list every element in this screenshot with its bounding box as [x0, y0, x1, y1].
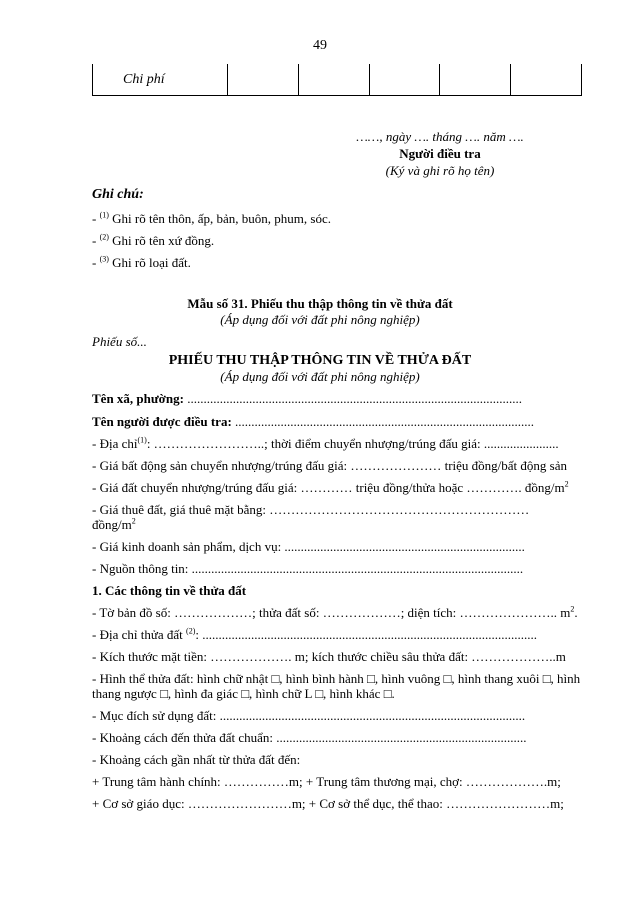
distance-nearest-line: - Khoảng cách gần nhất từ thửa đất đến: — [92, 752, 301, 767]
dimensions-line: - Kích thước mặt tiền: ………………. m; kích thước chiều sâu thửa đất: ………………..m — [92, 649, 566, 664]
note-item: - $^{(1)}$ Ghi rõ tên thôn, ấp, bản, buôn, phum, sóc. — [92, 210, 331, 226]
person-line — [92, 414, 534, 430]
cost-table — [92, 64, 582, 96]
map-sheet-line: - Tờ bản đồ số: ………………; thửa đất số: ………………; diện tích: ………………….. $m^2$. — [92, 604, 578, 620]
person-label: Tên người được điều tra: — [92, 414, 232, 429]
form-subtitle: (Áp dụng đối với đất phi nông nghiệp) — [220, 369, 420, 384]
table-cell-label: Chi phí — [93, 64, 228, 96]
table-cell — [228, 64, 299, 96]
table-cell — [298, 64, 369, 96]
usage-line: - Mục đích sử dụng đất: .............................................................................................. — [92, 708, 526, 723]
section1-title: 1. Các thông tin về thửa đất — [92, 583, 247, 598]
price-land-line: - Giá đất chuyển nhượng/trúng đấu giá: ………… triệu đồng/thửa hoặc …………. đồng/$m^2$ — [92, 479, 569, 495]
table-cell — [511, 64, 582, 96]
page-number: 49 — [313, 38, 327, 53]
table-cell — [369, 64, 440, 96]
notes-title: Ghi chú: — [92, 187, 144, 202]
commune-field: ....................................................................................................... — [183, 391, 522, 406]
signature-date: ……, ngày …. tháng …. năm …. — [356, 129, 524, 144]
form-template-subtitle: (Áp dụng đối với đất phi nông nghiệp) — [220, 312, 420, 327]
table-cell — [440, 64, 511, 96]
shape-line-2: thang ngược □, hình đa giác □, hình chữ L □, hình khác □. — [92, 686, 395, 701]
shape-line-1: - Hình thể thửa đất: hình chữ nhật □, hình bình hành □, hình vuông □, hình thang xuôi □, hình — [92, 671, 581, 686]
commune-label: Tên xã, phường: — [92, 391, 184, 406]
form-template-title: Mẫu số 31. Phiếu thu thập thông tin về thửa đất — [187, 296, 453, 311]
note-item: - $^{(2)}$ Ghi rõ tên xứ đồng. — [92, 232, 215, 248]
distance-standard-line: - Khoảng cách đến thửa đất chuẩn: ............................................................................. — [92, 730, 527, 745]
ticket-number: Phiếu số... — [92, 334, 147, 349]
person-field: ............................................................................................ — [231, 414, 535, 429]
form-title: PHIẾU THU THẬP THÔNG TIN VỀ THỬA ĐẤT — [168, 353, 472, 368]
price-real-estate-line: - Giá bất động sản chuyển nhượng/trúng đấu giá: ………………… triệu đồng/bất động sản — [92, 458, 567, 473]
signature-instruction: (Ký và ghi rõ họ tên) — [385, 163, 495, 178]
rent-price-line: - Giá thuê đất, giá thuê mặt bằng: …………………………………………………… — [92, 502, 530, 517]
education-line: + Cơ sở giáo dục: ……………………m; + Cơ sở thể dục, thể thao: ……………………m; — [92, 796, 564, 811]
admin-center-line: + Trung tâm hành chính: ……………m; + Trung tâm thương mại, chợ: ……………….m; — [92, 774, 561, 789]
source-line: - Nguồn thông tin: ...................................................................................................... — [92, 561, 524, 576]
commune-line — [92, 391, 522, 407]
address-line: - Địa chỉ$^{(1)}$: ……………………..; thời điểm chuyển nhượng/trúng đấu giá: ....................... — [92, 435, 559, 451]
table-row — [93, 64, 582, 96]
note-item: - $^{(3)}$ Ghi rõ loại đất. — [92, 254, 191, 270]
rent-price-unit: đồng/$m^2$ — [92, 516, 136, 532]
business-price-line: - Giá kinh doanh sản phẩm, dịch vụ: .......................................................................... — [92, 539, 525, 554]
signature-role: Người điều tra — [399, 146, 481, 161]
parcel-address-line: - Địa chỉ thửa đất $^{(2)}$: ....................................................................................................... — [92, 626, 537, 642]
